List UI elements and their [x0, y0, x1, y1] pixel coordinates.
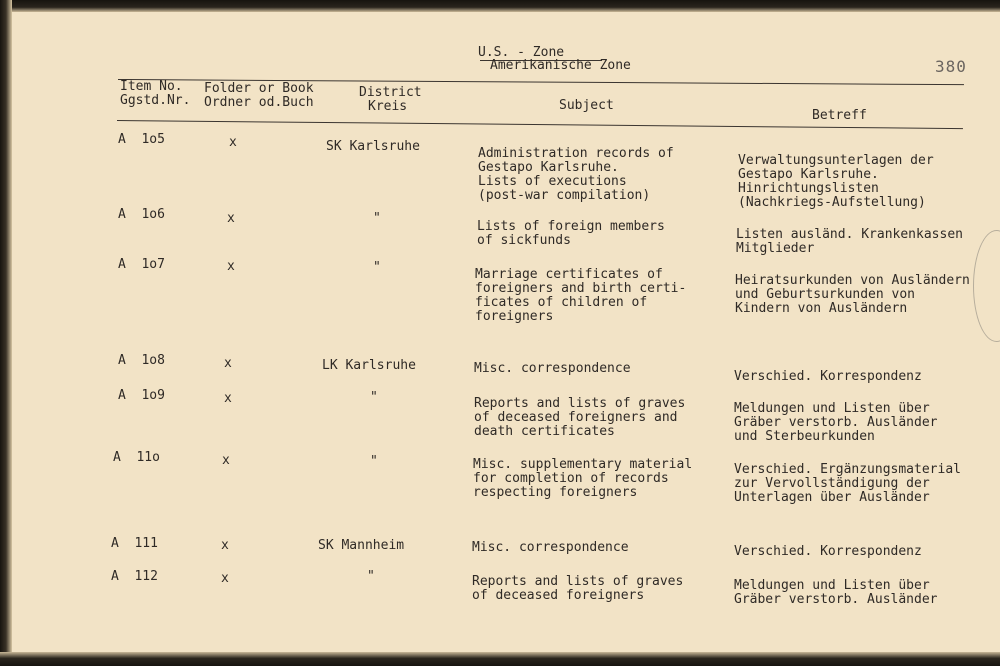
row-1-folder: x	[229, 135, 237, 150]
col-subject-header: Subject	[559, 98, 614, 113]
row-7-subject: Misc. correspondence	[472, 540, 629, 555]
row-6-betreff: Verschied. Ergänzungsmaterial zur Vervollständigung der Unterlagen über Ausländer	[734, 462, 961, 505]
row-3-folder: x	[227, 259, 235, 274]
row-4-betreff: Verschied. Korrespondenz	[734, 369, 922, 384]
row-3-betreff: Heiratsurkunden von Ausländern und Geburtsurkunden von Kindern von Ausländern	[735, 273, 970, 316]
col-item-header-1: Item No.	[120, 79, 183, 94]
row-8-subject: Reports and lists of graves of deceased foreigners	[472, 574, 684, 603]
row-6-district: "	[370, 454, 378, 469]
row-4-subject: Misc. correspondence	[474, 361, 631, 376]
scan-edge-top	[0, 0, 1000, 12]
row-4-item: A 1o8	[118, 353, 165, 368]
row-1-subject: Administration records of Gestapo Karlsruhe. Lists of executions (post-war compilation)	[478, 146, 674, 203]
col-item-header-2: Ggstd.Nr.	[120, 93, 191, 108]
row-1-district: SK Karlsruhe	[326, 139, 420, 154]
row-5-betreff: Meldungen und Listen über Gräber verstorb. Ausländer und Sterbeurkunden	[734, 401, 938, 444]
col-folder-header-2: Ordner od.Buch	[204, 95, 314, 110]
row-8-folder: x	[221, 571, 229, 586]
col-district-header-1: District	[359, 85, 422, 100]
page-number: 380	[935, 57, 967, 76]
row-4-district: LK Karlsruhe	[322, 358, 416, 373]
row-2-subject: Lists of foreign members of sickfunds	[477, 219, 665, 248]
row-6-item: A 11o	[113, 450, 160, 465]
row-5-folder: x	[224, 391, 232, 406]
col-folder-header-1: Folder or Book	[204, 81, 314, 96]
row-2-item: A 1o6	[118, 207, 165, 222]
row-7-district: SK Mannheim	[318, 538, 405, 553]
row-8-betreff: Meldungen und Listen über Gräber verstorb. Ausländer	[734, 578, 938, 607]
zone-title-en: U.S. - Zone	[478, 45, 565, 60]
zone-title-de: Amerikanische Zone	[490, 58, 631, 73]
row-3-item: A 1o7	[118, 257, 165, 272]
scan-edge-bottom	[0, 652, 1000, 666]
page-fold-mark	[973, 230, 1000, 342]
row-4-folder: x	[224, 356, 232, 371]
row-6-subject: Misc. supplementary material for completion of records respecting foreigners	[473, 457, 693, 500]
row-6-folder: x	[222, 453, 230, 468]
row-3-subject: Marriage certificates of foreigners and birth certi- ficates of children of foreigners	[475, 267, 687, 324]
row-7-item: A 111	[111, 536, 158, 551]
row-1-item: A 1o5	[118, 132, 165, 147]
row-2-district: "	[373, 211, 381, 226]
row-7-folder: x	[221, 538, 229, 553]
col-betreff-header: Betreff	[812, 108, 867, 123]
row-2-folder: x	[227, 211, 235, 226]
row-1-betreff: Verwaltungsunterlagen der Gestapo Karlsruhe. Hinrichtungslisten (Nachkriegs-Aufstellung)	[738, 153, 934, 210]
col-district-header-2: Kreis	[368, 99, 408, 114]
row-8-district: "	[367, 569, 375, 584]
row-5-item: A 1o9	[118, 388, 165, 403]
row-5-district: "	[370, 390, 378, 405]
row-5-subject: Reports and lists of graves of deceased foreigners and death certificates	[474, 396, 686, 439]
scan-edge-left	[0, 0, 12, 666]
row-8-item: A 112	[111, 569, 158, 584]
row-2-betreff: Listen ausländ. Krankenkassen Mitglieder	[736, 227, 963, 256]
row-7-betreff: Verschied. Korrespondenz	[734, 544, 922, 559]
row-3-district: "	[373, 260, 381, 275]
